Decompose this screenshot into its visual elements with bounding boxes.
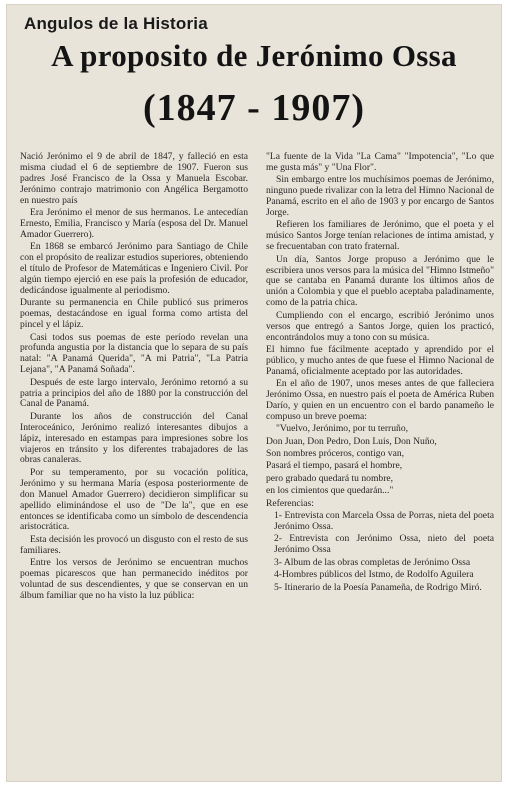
poem-line: en los cimientos que quedarán..." [266, 485, 394, 497]
paragraph: Por su temperamento, por su vocación política, Jerónimo y su hermana María (esposa posteriormente de don Manuel Amador Guerrero) decidieron simplificar su apellido eliminándose el uso de "De la", que en ese entonces se identificaba como un símbolo de descendencia aristocrática. [20, 466, 248, 533]
poem-line: Pasará el tiempo, pasará el hombre, [266, 460, 403, 472]
article-years: (1847 - 1907) [143, 87, 365, 129]
poem-line: Son nombres próceros, contigo van, [266, 448, 405, 460]
section-heading: Angulos de la Historia [24, 14, 208, 33]
poem-line: "Vuelvo, Jerónimo, por tu terruño, [276, 423, 409, 435]
paragraph: Durante su permanencia en Chile publicó sus primeros poemas, destacándose en igual forma como artista del pincel y el lápiz. [20, 297, 248, 331]
paragraph: Esta decisión les provocó un disgusto con el resto de sus familiares. [20, 533, 248, 556]
reference-item: 3- Album de las obras completas de Jerónimo Ossa [274, 556, 471, 568]
paragraph: Era Jerónimo el menor de sus hermanos. Le antecedían Ernesto, Emilia, Francisco y María (esposa del Dr. Manuel Amador Guerrero). [20, 207, 248, 240]
paragraph: Nació Jerónimo el 9 de abril de 1847, y falleció en esta misma ciudad el 6 de septiembre de 1907. Fueron sus padres José Francisco de la Ossa y Manuela Escobar. Jerónimo contrajo matrimonio con Angélica Bergamotto en nuestro país [20, 151, 248, 206]
article-title: A proposito de Jerónimo Ossa [51, 38, 457, 73]
paragraph: Refieren los familiares de Jerónimo, que el poeta y el músico Santos Jorge tenían relaciones de íntima amistad, y se frecuentaban con trato fraternal. [266, 219, 494, 253]
paragraph: En el año de 1907, unos meses antes de que falleciera Jerónimo Ossa, en nuestro país el poeta de América Ruben Darío, y quien en un encuentro con el bardo panameño le compuso un breve poema: [266, 378, 494, 422]
poem-line: Don Juan, Don Pedro, Don Luis, Don Nuño, [266, 435, 437, 447]
newspaper-clipping [6, 4, 502, 782]
dario-poem [266, 424, 494, 497]
paragraph: Entre los versos de Jerónimo se encuentran muchos poemas picarescos que han permanecido inéditos por voluntad de sus descendientes, y que se conservan en un álbum familiar que no ha visto la luz pública: [20, 557, 248, 601]
paragraph: Casi todos sus poemas de este período revelan una profunda angustia por la distancia que lo separa de su país natal: "A Panamá Querida", "A mi Patria", "La Patria Lejana", "A Panamá Soñada". [20, 331, 248, 376]
right-column [266, 152, 494, 595]
paragraph: El himno fue fácilmente aceptado y aprendido por el público, y mucho antes de que fuese el Himno Nacional de Panamá, oficialmente aceptado por las autoridades. [266, 343, 494, 377]
reference-item: 5- Itinerario de la Poesía Panameña, de Rodrigo Miró. [274, 581, 482, 593]
paragraph: Después de este largo intervalo, Jerónimo retornó a su patria a principios del año de 1880 por la construcción del Canal de Panamá. [20, 376, 248, 410]
paragraph: Cumpliendo con el encargo, escribió Jerónimo unos versos que entregó a Santos Jorge, quien los practicó, encontrándolos muy a tono con su música. [266, 309, 494, 343]
reference-item: 1- Entrevista con Marcela Ossa de Porras, nieta del poeta Jerónimo Ossa. [274, 510, 494, 532]
reference-item: 4-Hombres públicos del Istmo, de Rodolfo Aguilera [274, 569, 474, 581]
paragraph: Sin embargo entre los muchísimos poemas de Jerónimo, ninguno puede rivalizar con la letra del Himno Nacional de Panamá, escrito en el año de 1903 y por encargo de Santos Jorge. [266, 174, 494, 219]
reference-item: 2- Entrevista con Jerónimo Ossa, nieto del poeta Jerónimo Ossa [274, 533, 494, 556]
paragraph: Un día, Santos Jorge propuso a Jerónimo que le escribiera unos versos para la música del "Himno Istmeño" que se cantaba en Panamá durante los últimos años de unión a Colombia y que el pueblo aceptaba paladinamente, como de la patria chica. [266, 253, 494, 309]
poem-line: pero grabado quedará tu nombre, [266, 472, 394, 484]
left-column [20, 152, 248, 603]
poem-titles: "La fuente de la Vida "La Cama" "Impotencia", "Lo que me gusta más" y "Una Flor". [266, 151, 494, 173]
paragraph: Durante los años de construcción del Canal Interoceánico, Jerónimo realizó interesantes dibujos a lápiz, interesado en estampas para impresiones sobre los viajeros en tránsito y los diferentes trabajadores de las obras canaleras. [20, 410, 248, 466]
references-heading: Referencias: [266, 497, 314, 509]
paragraph: En 1868 se embarcó Jerónimo para Santiago de Chile con el propósito de realizar estudios superiores, obteniendo el título de Profesor de Matemáticas e Ingeniero Civil. Por algún tiempo ejerció en ese país la profesión de educador, dedicándose igualmente al periodismo. [20, 241, 248, 296]
